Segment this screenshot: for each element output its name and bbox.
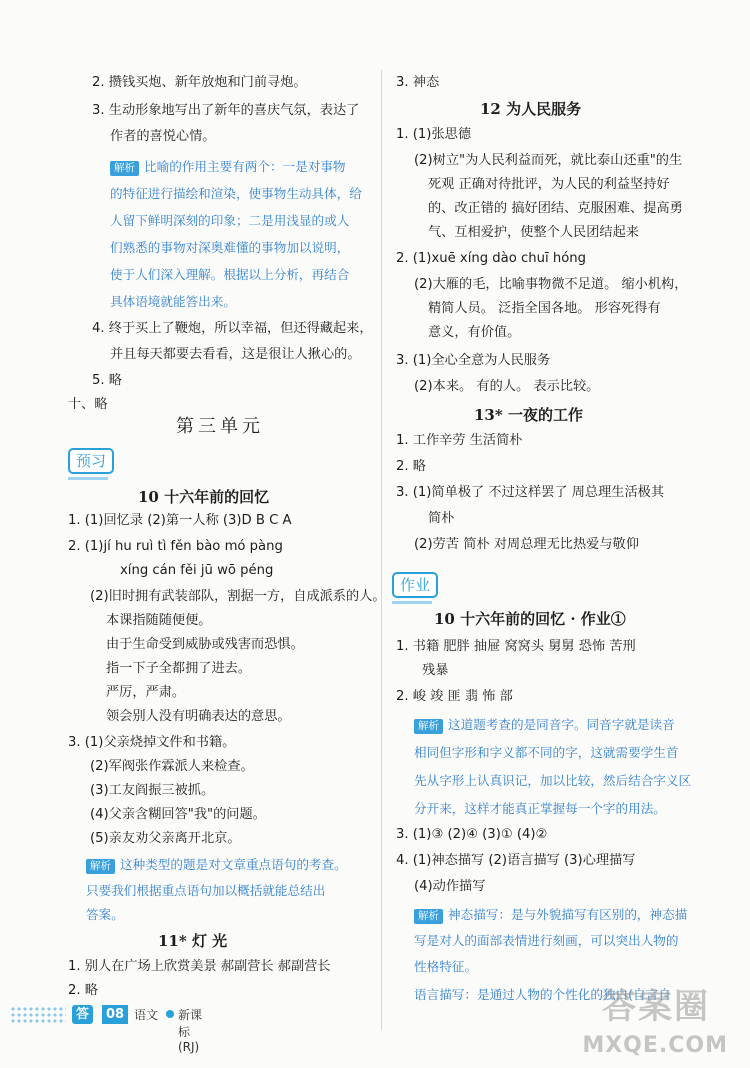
explanation-line: 的特征进行描绘和渲染，使事物生动具体，给 — [110, 186, 362, 201]
explanation-line: 先从字形上认真识记，加以比较，然后结合字义区 — [414, 773, 692, 788]
answer-line: (5)亲友劝父亲离开北京。 — [90, 831, 241, 846]
explanation-text: 比喻的作用主要有两个：一是对事物 — [144, 159, 346, 174]
bullet-circle-icon — [166, 1010, 174, 1018]
page-number: 08 — [102, 1005, 128, 1024]
watermark-logo: 答案圈 — [602, 987, 710, 1027]
lesson-title: 13* 一夜的工作 — [474, 406, 583, 424]
answer-line: 精简人员。 泛指全国各地。 形容死得有 — [428, 301, 661, 316]
answer-line: 2. (1)jí hu ruì tì fěn bào mó pàng — [68, 539, 283, 554]
explanation-line: 写是对人的面部表情进行刻画，可以突出人物的 — [414, 933, 679, 948]
lesson-title: 10 十六年前的回忆 — [138, 488, 270, 506]
answer-line: 4. 终于买上了鞭炮，所以幸福，但还得藏起来， — [92, 321, 373, 336]
answer-line: 气、互相爱护，使整个人民团结起来 — [428, 225, 639, 240]
answer-line: 4. (1)神态描写 (2)语言描写 (3)心理描写 — [396, 853, 636, 868]
explanation-line: 具体语境就能答出来。 — [110, 294, 236, 309]
edition-label: 新课标(RJ) — [178, 1008, 203, 1054]
answer-line: 3. 生动形象地写出了新年的喜庆气氛，表达了 — [92, 103, 360, 118]
answer-line: 简朴 — [428, 511, 455, 526]
answer-line: 3. (1)简单极了 不过这样罢了 周总理生活极其 — [396, 485, 665, 500]
answer-line: 1. (1)回忆录 (2)第一人称 (3)D B C A — [68, 513, 292, 528]
page-footer — [10, 1004, 210, 1054]
answer-line: 由于生命受到威胁或残害而恐惧。 — [106, 637, 304, 652]
answer-line: (3)工友阎振三被抓。 — [90, 783, 215, 798]
explanation-line — [110, 158, 346, 176]
answer-line: 1. 书籍 肥胖 抽屉 窝窝头 舅舅 恐怖 苦刑 — [396, 639, 636, 654]
footer-dots-decoration — [10, 1006, 66, 1024]
explanation-line: 分开来，这样才能真正掌握每一个字的用法。 — [414, 801, 666, 816]
answer-line: 的、改正错的 搞好团结、克服困难、提高勇 — [428, 201, 683, 216]
explanation-tag: 解析 — [110, 161, 139, 176]
subject-label: 语文 — [134, 1008, 159, 1022]
explanation-text: 这道题考查的是同音字。同音字就是读音 — [448, 717, 675, 732]
answer-line: 意义，有价值。 — [428, 325, 521, 340]
answer-line: 本课指随随便便。 — [106, 613, 212, 628]
lesson-title: 11* 灯 光 — [158, 932, 228, 950]
answer-line: 2. (1)xuē xíng dào chuī hóng — [396, 251, 587, 266]
answer-line: 1. 工作辛劳 生活简朴 — [396, 433, 523, 448]
answer-line: 3. (1)父亲烧掉文件和书籍。 — [68, 735, 236, 750]
answer-line: 2. 峻 竣 匪 翡 怖 部 — [396, 689, 513, 704]
answer-line: xíng cán fěi jū wō péng — [120, 563, 274, 578]
explanation-line: 相同但字形和字义都不同的字，这就需要学生首 — [414, 745, 679, 760]
explanation-line: 只要我们根据重点语句加以概括就能总结出 — [86, 883, 326, 898]
answer-line: 3. 神态 — [396, 75, 440, 90]
answer-line: 残暴 — [422, 663, 449, 678]
homework-badge: 作业 — [392, 572, 438, 598]
explanation-line: 答案。 — [86, 907, 124, 922]
answer-line: (2)本来。 有的人。 表示比较。 — [414, 379, 600, 394]
answer-line: (2)劳苦 简朴 对周总理无比热爱与敬仰 — [414, 537, 639, 552]
answer-line: 2. 攒钱买炮、新年放炮和门前寻炮。 — [92, 75, 307, 90]
answer-line: (2)旧时拥有武装部队，割据一方，自成派系的人。 — [90, 589, 386, 604]
answer-line: 5. 略 — [92, 373, 122, 388]
answer-line: 作者的喜悦心情。 — [110, 129, 216, 144]
explanation-text: 这种类型的题是对文章重点语句的考查。 — [120, 857, 347, 872]
answer-line: (2)树立"为人民利益而死，就比泰山还重"的生 — [414, 153, 683, 168]
answer-line: 1. 别人在广场上欣赏美景 郝副营长 郝副营长 — [68, 959, 331, 974]
explanation-line — [414, 906, 687, 924]
answer-line: 领会别人没有明确表达的意思。 — [106, 709, 291, 724]
answer-line: 十、略 — [68, 397, 108, 412]
explanation-line: 语言描写：是通过人物的个性化的独白(自言自 — [414, 987, 671, 1002]
answer-line: (4)动作描写 — [414, 879, 486, 894]
homework-title: 10 十六年前的回忆 · 作业① — [434, 610, 626, 628]
explanation-tag: 解析 — [414, 719, 443, 734]
answer-line: (2)军阀张作霖派人来检查。 — [90, 759, 254, 774]
lesson-title: 12 为人民服务 — [480, 100, 582, 118]
explanation-line: 使于人们深入理解。根据以上分析，再结合 — [110, 267, 350, 282]
answer-line: 指一下子全都拥了进去。 — [106, 661, 252, 676]
answer-line: (2)大雁的毛，比喻事物微不足道。 缩小机构， — [414, 277, 688, 292]
answer-line: 2. 略 — [68, 983, 98, 998]
explanation-line: 人留下鲜明深刻的印象；二是用浅显的或人 — [110, 213, 350, 228]
explanation-line — [414, 716, 675, 734]
answer-line: 1. (1)张思德 — [396, 127, 472, 142]
answer-line: 死观 正确对待批评，为人民的利益坚持好 — [428, 177, 670, 192]
answer-line: 并且每天都要去看看，这是很让人揪心的。 — [110, 347, 361, 362]
answer-line: 3. (1)全心全意为人民服务 — [396, 353, 551, 368]
explanation-line: 性格特征。 — [414, 959, 477, 974]
answer-line: 3. (1)③ (2)④ (3)① (4)② — [396, 827, 548, 842]
answer-icon: 答 — [72, 1005, 93, 1024]
unit-title: 第三单元 — [176, 416, 264, 437]
explanation-tag: 解析 — [414, 909, 443, 924]
explanation-line: 们熟悉的事物对深奥难懂的事物加以说明， — [110, 240, 350, 255]
watermark-url: MXQE.COM — [582, 1033, 728, 1058]
explanation-text: 神态描写：是与外貌描写有区别的，神态描 — [448, 907, 688, 922]
explanation-line — [86, 856, 347, 874]
answer-line: (4)父亲含糊回答"我"的问题。 — [90, 807, 266, 822]
answer-line: 2. 略 — [396, 459, 426, 474]
preview-badge: 预习 — [68, 448, 114, 474]
answer-line: 严厉，严肃。 — [106, 685, 186, 700]
column-divider — [381, 70, 382, 1030]
explanation-tag: 解析 — [86, 859, 115, 874]
